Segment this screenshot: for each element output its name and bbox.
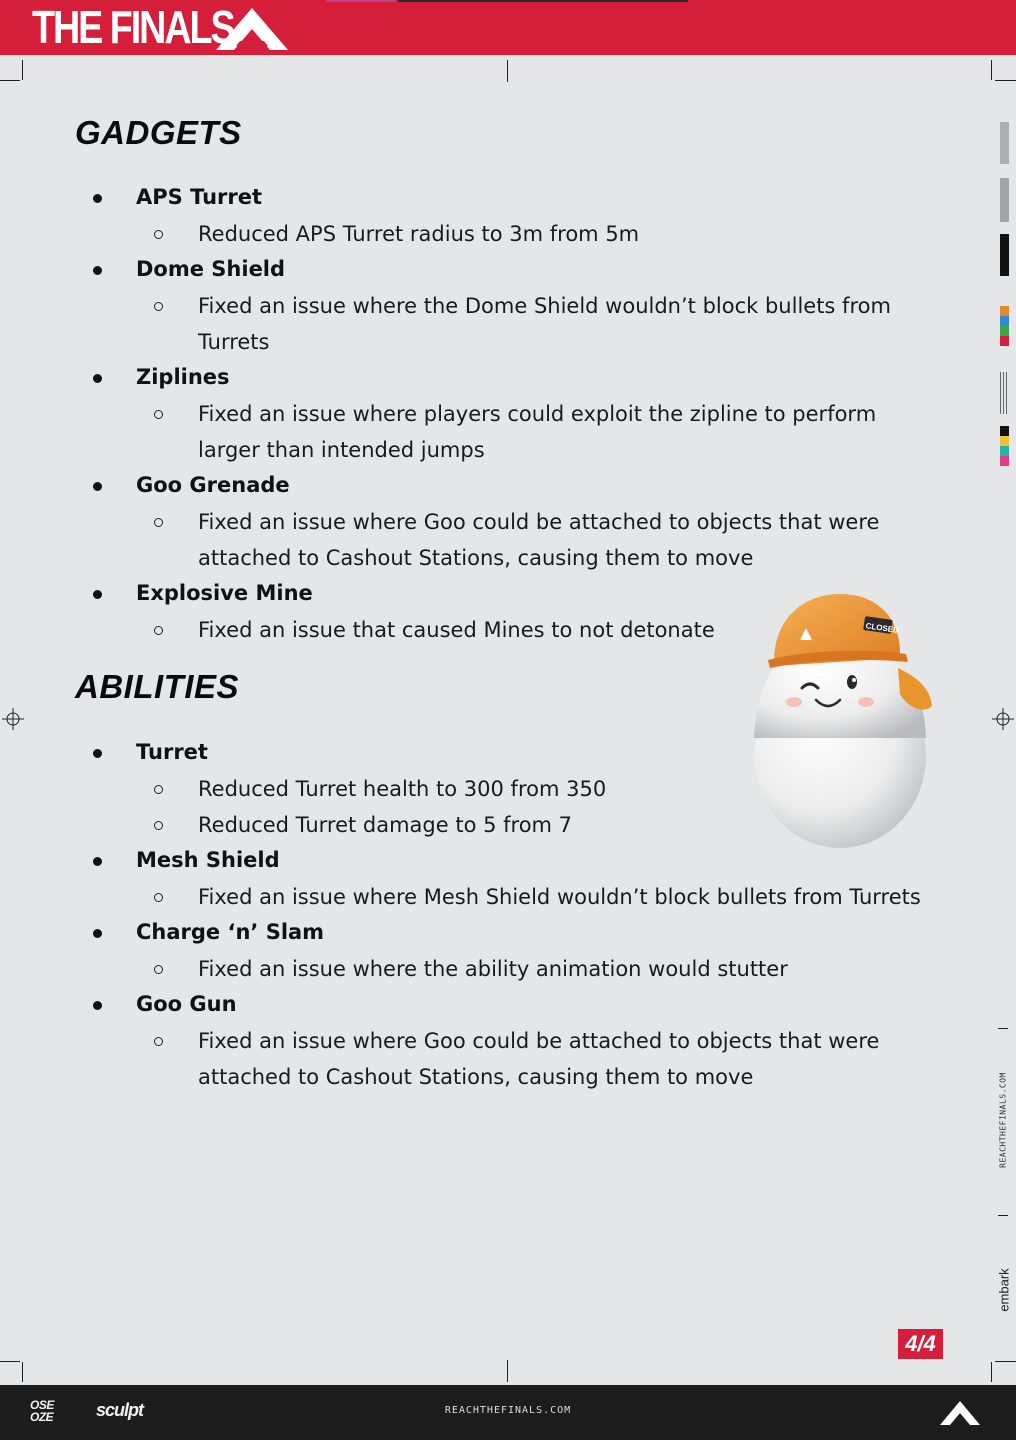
bullet-icon: [93, 590, 102, 599]
item-note: Fixed an issue where the Dome Shield wouldn’t block bullets from Turrets: [198, 294, 891, 354]
item-note: Fixed an issue where Goo could be attached to objects that were attached to Cashout Stations, causing them to move: [198, 1029, 880, 1089]
side-tick: [998, 1028, 1008, 1029]
page-number: 4/4: [898, 1329, 943, 1359]
color-strip: [398, 0, 688, 2]
crop-mark: [507, 1360, 508, 1382]
sub-bullet-icon: [154, 965, 163, 974]
item-note: Fixed an issue where players could exploit the zipline to perform larger than intended jumps: [198, 402, 877, 462]
sub-bullet-icon: [154, 785, 163, 794]
item-note: Fixed an issue where the ability animation would stutter: [198, 957, 788, 981]
footer-url: REACHTHEFINALS.COM: [444, 1405, 572, 1416]
bullet-icon: [93, 266, 102, 275]
crop-mark: [22, 1362, 23, 1382]
crop-mark: [991, 60, 992, 80]
brand-mark-icon: [216, 8, 288, 50]
sub-bullet-icon: [154, 410, 163, 419]
item-title: Goo Gun: [136, 992, 237, 1016]
section-heading-gadgets: GADGETS: [75, 114, 242, 151]
item-note: Reduced APS Turret radius to 3m from 5m: [198, 222, 640, 246]
crop-mark: [0, 80, 20, 81]
item-title: Mesh Shield: [136, 848, 280, 872]
item-note: Reduced Turret health to 300 from 350: [198, 777, 607, 801]
sub-bullet-icon: [154, 1037, 163, 1046]
print-color-bars: [999, 122, 1011, 492]
bullet-icon: [93, 1001, 102, 1010]
item-title: Charge ‘n’ Slam: [136, 920, 325, 944]
item-note: Reduced Turret damage to 5 from 7: [198, 813, 573, 837]
bullet-icon: [93, 194, 102, 203]
brand-mark-icon: [940, 1401, 980, 1425]
brand-logo: THE FINALS: [32, 1, 234, 53]
bullet-icon: [93, 482, 102, 491]
crop-mark: [995, 1361, 1016, 1362]
registration-target-icon: [2, 708, 24, 730]
sub-bullet-icon: [154, 518, 163, 527]
sculpt-logo: sculpt: [96, 1400, 144, 1420]
section-heading-abilities: ABILITIES: [75, 668, 240, 705]
side-tick: [998, 1215, 1008, 1216]
crop-mark: [22, 60, 23, 80]
side-url: REACHTHEFINALS.COM: [998, 1072, 1008, 1168]
sub-bullet-icon: [154, 302, 163, 311]
sub-bullet-icon: [154, 821, 163, 830]
item-note: Fixed an issue that caused Mines to not detonate: [198, 618, 715, 642]
crop-mark: [507, 60, 508, 82]
ose-logo: OSE OZE: [30, 1398, 54, 1424]
bullet-icon: [93, 749, 102, 758]
footer-bar: [0, 1385, 1016, 1440]
header-bar: [0, 0, 1016, 55]
bullet-icon: [93, 374, 102, 383]
item-title: Explosive Mine: [136, 581, 313, 605]
embark-logo: embark: [996, 1268, 1012, 1312]
crop-mark: [995, 80, 1016, 81]
item-title: Goo Grenade: [136, 473, 290, 497]
color-strip: [326, 0, 396, 2]
item-title: APS Turret: [136, 185, 263, 209]
sub-bullet-icon: [154, 893, 163, 902]
item-title: Dome Shield: [136, 257, 286, 281]
item-title: Turret: [136, 740, 208, 764]
crop-mark: [991, 1362, 992, 1382]
sub-bullet-icon: [154, 626, 163, 635]
registration-target-icon: [992, 708, 1014, 730]
bullet-icon: [93, 857, 102, 866]
item-note: Fixed an issue where Mesh Shield wouldn’t block bullets from Turrets: [198, 885, 921, 909]
item-title: Ziplines: [136, 365, 230, 389]
helmet-label: CLOSED: [865, 621, 900, 635]
bullet-icon: [93, 929, 102, 938]
item-note: Fixed an issue where Goo could be attached to objects that were attached to Cashout Stations, causing them to move: [198, 510, 880, 570]
egg-mascot-illustration: [748, 588, 938, 852]
crop-mark: [0, 1361, 20, 1362]
sub-bullet-icon: [154, 230, 163, 239]
